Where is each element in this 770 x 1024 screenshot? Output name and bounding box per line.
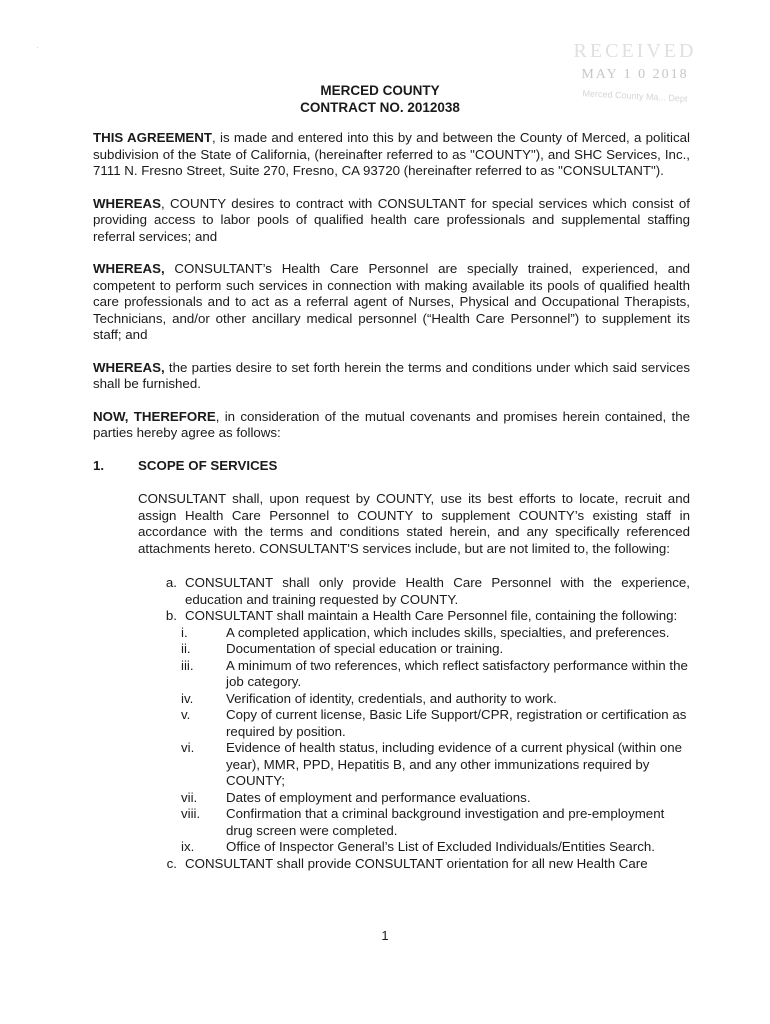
- sub-list-text: Confirmation that a criminal background investigation and pre-employment drug screen were completed.: [226, 806, 665, 838]
- sub-list-text: A minimum of two references, which reflect satisfactory performance within the job category.: [226, 657, 688, 689]
- sub-list-item: [181, 806, 690, 839]
- sub-list-marker: iv.: [181, 690, 194, 706]
- whereas-lead-2: WHEREAS,: [93, 261, 165, 276]
- list-item-text: CONSULTANT shall maintain a Health Care Personnel file, containing the following:: [185, 608, 678, 623]
- whereas-paragraph-3: [93, 360, 690, 393]
- now-therefore-lead: NOW, THEREFORE: [93, 408, 216, 424]
- sub-list-text: A completed application, which includes skills, specialties, and preferences.: [226, 624, 670, 640]
- contract-number: CONTRACT NO. 2012038: [300, 100, 460, 115]
- whereas-paragraph-2: [93, 261, 690, 344]
- sub-list-item: [181, 740, 690, 790]
- section-number: 1.: [93, 457, 105, 473]
- stamp-dept: Merced County Ma... Dept: [582, 88, 688, 104]
- scan-mark: ·: [36, 42, 39, 52]
- section-heading: [93, 458, 690, 475]
- agreement-text: , is made and entered into this by and between the County of Merced, a political subdivision of the State of California, (hereinafter referred to as "COUNTY"), and SHC Services, Inc., 7111 N. Fresno Street, Suite 270, Fresno, CA 93720 (hereinafter referred to as "CONSULTANT").: [93, 130, 690, 178]
- whereas-paragraph-1: [93, 196, 690, 246]
- sub-list-text: Office of Inspector General’s List of Excluded Individuals/Entities Search.: [226, 839, 655, 854]
- whereas-text-3: the parties desire to set forth herein the terms and conditions under which said services shall be furnished.: [93, 359, 690, 391]
- section-title: SCOPE OF SERVICES: [138, 457, 278, 473]
- sub-list-text: Documentation of special education or training.: [226, 641, 504, 656]
- sub-list-item: [181, 790, 690, 807]
- stamp-date: MAY 1 0 2018: [581, 67, 689, 82]
- stamp-title: RECEIVED: [573, 40, 697, 62]
- agreement-lead: THIS AGREEMENT: [93, 130, 213, 145]
- section-body: [138, 491, 690, 625]
- now-therefore-text: , in consideration of the mutual covenants and promises herein contained, the parties hereby agree as follows:: [93, 408, 691, 440]
- sub-list-marker: v.: [181, 707, 191, 722]
- section-body-continued: [138, 856, 690, 873]
- sub-list-text: Copy of current license, Basic Life Support/CPR, registration or certification as required by position.: [226, 707, 687, 739]
- list-marker: b.: [165, 608, 177, 623]
- county-title: MERCED COUNTY: [320, 83, 440, 98]
- now-therefore-paragraph: [93, 409, 690, 442]
- personnel-file-list: [181, 625, 690, 856]
- sub-list-marker: viii.: [181, 806, 201, 821]
- list-item-text: CONSULTANT shall provide CONSULTANT orientation for all new Health Care: [185, 855, 648, 871]
- sub-list-item: [181, 641, 690, 658]
- sub-list-item: [181, 707, 690, 740]
- sub-list-item: [181, 839, 690, 856]
- whereas-text-2: CONSULTANT’s Health Care Personnel are specially trained, experienced, and competent to perform such services in connection with making available its pools of qualified health care professionals and to act as a referral agent of Nurses, Physical and Occupational Therapists, Technicians, and/or other ancillary medical personnel (“Health Care Personnel”) to supplement its staff; and: [93, 261, 690, 342]
- list-item: [138, 608, 690, 625]
- sub-list-item: [181, 658, 690, 691]
- sub-list-text: Verification of identity, credentials, and authority to work.: [226, 690, 557, 706]
- sub-list-marker: vi.: [181, 740, 195, 755]
- sub-list-item: [181, 691, 690, 708]
- list-item-text: CONSULTANT shall only provide Health Care Personnel with the experience, education and training requested by COUNTY.: [185, 575, 690, 607]
- list-item: [138, 575, 690, 608]
- whereas-text-1: , COUNTY desires to contract with CONSULTANT for special services which consist of providing access to labor pools of qualified health care professionals and supplemental staffing referral services; and: [93, 195, 690, 244]
- list-marker: a.: [165, 575, 177, 590]
- sub-list-marker: i.: [181, 624, 188, 640]
- document-header: [0, 82, 770, 116]
- list-item: [138, 856, 690, 873]
- sub-list-text: Evidence of health status, including evidence of a current physical (within one year), MMR, PPD, Hepatitis B, and any other immunizations required by COUNTY;: [226, 740, 683, 788]
- sub-list-marker: iii.: [181, 657, 194, 673]
- document-body: [93, 130, 690, 872]
- whereas-lead-1: WHEREAS: [93, 195, 161, 211]
- whereas-lead-3: WHEREAS,: [93, 359, 165, 375]
- sub-list-marker: ix.: [181, 839, 195, 854]
- sub-list-marker: vii.: [181, 789, 198, 805]
- page-number: 1: [381, 928, 389, 943]
- section-intro: CONSULTANT shall, upon request by COUNTY, use its best efforts to locate, recruit and assign Health Care Personnel to COUNTY to supplement COUNTY’s existing staff in accordance with the terms and conditions stated herein, and any specifically referenced attachments hereto. CONSULTANT'S services include, but are not limited to, the following:: [138, 491, 690, 556]
- list-marker: c.: [166, 855, 177, 871]
- sub-list-item: [181, 625, 690, 642]
- sub-list-text: Dates of employment and performance evaluations.: [226, 789, 531, 805]
- agreement-paragraph: [93, 130, 690, 180]
- sub-list-marker: ii.: [181, 641, 191, 656]
